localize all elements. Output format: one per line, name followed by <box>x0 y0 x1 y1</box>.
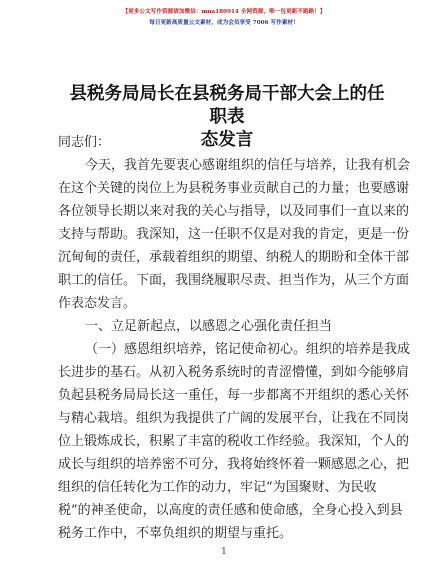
salutation: 同志们： <box>58 135 111 150</box>
page-number: 1 <box>221 547 227 557</box>
section-heading: 一、立足新起点，以感恩之心强化责任担当 <box>85 319 333 334</box>
paragraph-line: 与精心栽培。组织为我提供了广阔的发展平台，让我在不同岗 <box>58 411 410 426</box>
promo-banner-top: 【更多公文写作资源请加微信：mua180914 全网资源，唯一包更新不跑路！】 <box>122 9 326 15</box>
title-line-1: 县税务局局长在县税务局干部大会上的任职表 <box>69 84 385 127</box>
paragraph-line: 组织的信任转化为工作的动力，牢记“为国聚财、为民收 <box>58 480 377 495</box>
paragraph-line: 今天，我首先要衷心感谢组织的信任与培养，让我有机会 <box>85 158 411 173</box>
paragraph-line: 沉甸甸的责任，承载着组织的期望、纳税人的期盼和全体干部 <box>58 250 410 265</box>
paragraph-line: 支持与帮助。我深知，这一任职不仅是对我的肯定，更是一份 <box>58 227 410 242</box>
paragraph-line: 在这个关键的岗位上为县税务事业贡献自己的力量；也要感谢 <box>58 181 410 196</box>
paragraph-line: 位上锻炼成长，积累了丰富的税收工作经验。我深知，个人的 <box>58 434 410 449</box>
subsection-line: （一）感恩组织培养，铭记使命初心。组织的培养是我成 <box>85 342 411 357</box>
paragraph-line: 负起县税务局局长这一重任，每一步都离不开组织的悉心关怀 <box>58 388 410 403</box>
document-title <box>62 83 392 152</box>
paragraph-line: 税”的神圣使命，以高度的责任感和使命感，全身心投入到县 <box>58 503 403 518</box>
paragraph-line: 各位领导长期以来对我的关心与指导，以及同事们一直以来的 <box>58 204 410 219</box>
paragraph-line: 职工的信任。下面，我围绕履职尽责、担当作为，从三个方面 <box>58 273 410 288</box>
paragraph-line: 成长与组织的培养密不可分，我将始终怀着一颗感恩之心，把 <box>58 457 410 472</box>
promo-banner-sub: 每日更新高质量公文素材，成为会员享受 7006 写作素材！ <box>149 20 299 26</box>
paragraph-line: 作表态发言。 <box>58 296 137 311</box>
paragraph-line: 长进步的基石。从初入税务系统时的青涩懵懂，到如今能够肩 <box>58 365 410 380</box>
title-line-2: 态发言 <box>200 130 254 150</box>
paragraph-line: 税务工作中，不辜负组织的期望与重托。 <box>58 526 293 541</box>
